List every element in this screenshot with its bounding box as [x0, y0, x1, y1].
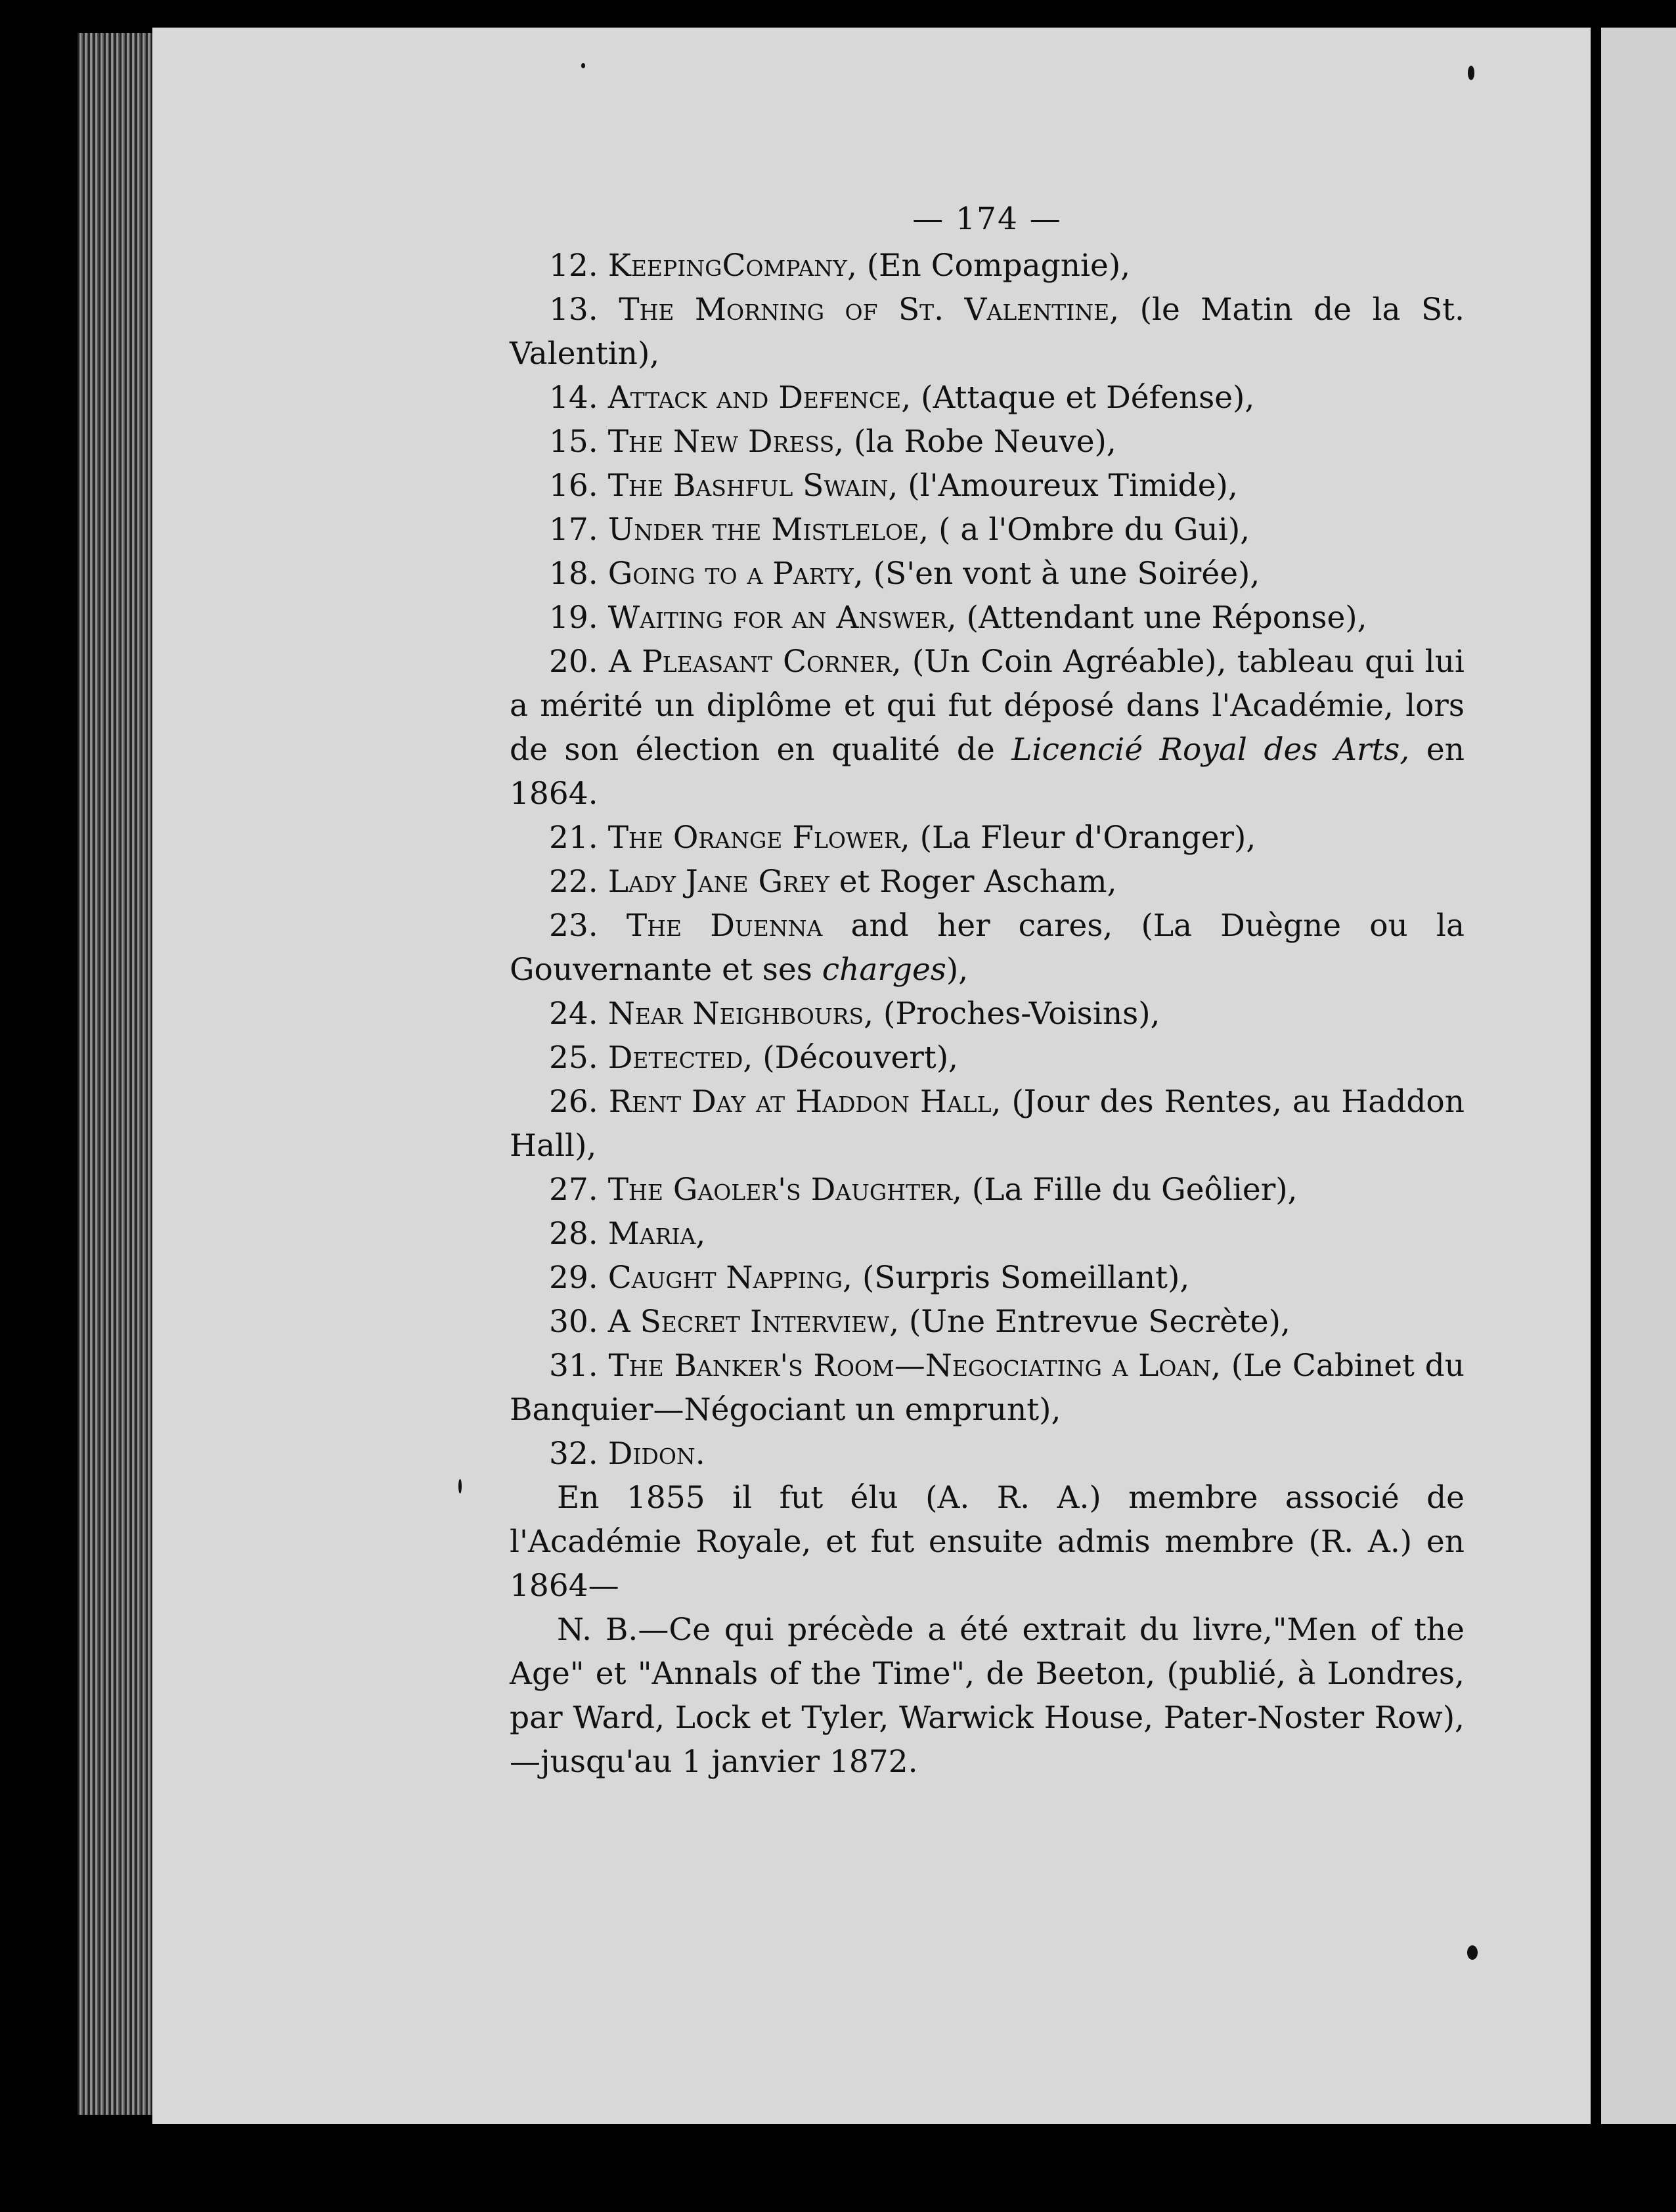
list-item: 29. Caught Napping, (Surpris Someillant),: [549, 1260, 1190, 1296]
ink-speck: [1468, 66, 1474, 80]
adjacent-page-edge: [1601, 28, 1676, 2124]
list-item: 26. Rent Day at Haddon Hall, (Jour des Rentes, au Haddon Hall),: [510, 1084, 1465, 1164]
list-item: 20. A Pleasant Corner, (Un Coin Agréable), tableau qui lui a mérité un diplôme et qui fut déposé dans l'Académie, lors de son élection en qualité de Licencié Royal des Arts, en 1864.: [510, 644, 1465, 812]
list-item: 31. The Banker's Room—Negociating a Loan, (Le Cabinet du Banquier—Négociant un emprunt),: [510, 1348, 1465, 1428]
list-item: 27. The Gaoler's Daughter, (La Fille du Geôlier),: [549, 1172, 1298, 1208]
ink-speck: [458, 1479, 462, 1493]
paragraph-note: N. B.—Ce qui précède a été extrait du livre,"Men of the Age" et "Annals of the Time", de Beeton, (publié, à Londres, par Ward, Lock et Tyler, Warwick House, Pater-Noster Row),—jusqu'au 1 janvier 1872.: [510, 1612, 1465, 1780]
list-item: 16. The Bashful Swain, (l'Amoureux Timide),: [549, 468, 1238, 504]
list-item: 13. The Morning of St. Valentine, (le Matin de la St. Valentin),: [510, 292, 1465, 372]
list-item: 21. The Orange Flower, (La Fleur d'Oranger),: [549, 820, 1256, 856]
list-item: 28. Maria,: [549, 1216, 706, 1252]
list-item: 24. Near Neighbours, (Proches-Voisins),: [549, 996, 1160, 1032]
book-page-edges: [77, 33, 156, 2115]
paragraph-election: En 1855 il fut élu (A. R. A.) membre associé de l'Académie Royale, et fut ensuite admis membre (R. A.) en 1864—: [510, 1480, 1465, 1604]
list-item: 32. Didon.: [549, 1436, 705, 1472]
gutter-shadow: [1591, 28, 1601, 2124]
page-text: [510, 197, 1465, 1784]
list-item: 18. Going to a Party, (S'en vont à une Soirée),: [549, 556, 1260, 592]
list-item: 14. Attack and Defence, (Attaque et Défense),: [549, 380, 1255, 416]
list-item: 19. Waiting for an Answer, (Attendant une Réponse),: [549, 600, 1367, 636]
list-item: 25. Detected, (Découvert),: [549, 1040, 959, 1076]
ink-speck: [581, 63, 585, 68]
ink-speck: [1467, 1945, 1478, 1960]
list-item: 17. Under the Mistleloe, ( a l'Ombre du Gui),: [549, 512, 1250, 548]
page-number: — 174 —: [912, 201, 1062, 237]
list-item: 12. KeepingCompany, (En Compagnie),: [549, 248, 1131, 284]
list-item: 30. A Secret Interview, (Une Entrevue Secrète),: [549, 1304, 1290, 1340]
list-item: 15. The New Dress, (la Robe Neuve),: [549, 424, 1116, 460]
list-item: 23. The Duenna and her cares, (La Duègne ou la Gouvernante et ses charges),: [510, 908, 1465, 988]
list-item: 22. Lady Jane Grey et Roger Ascham,: [549, 864, 1117, 900]
